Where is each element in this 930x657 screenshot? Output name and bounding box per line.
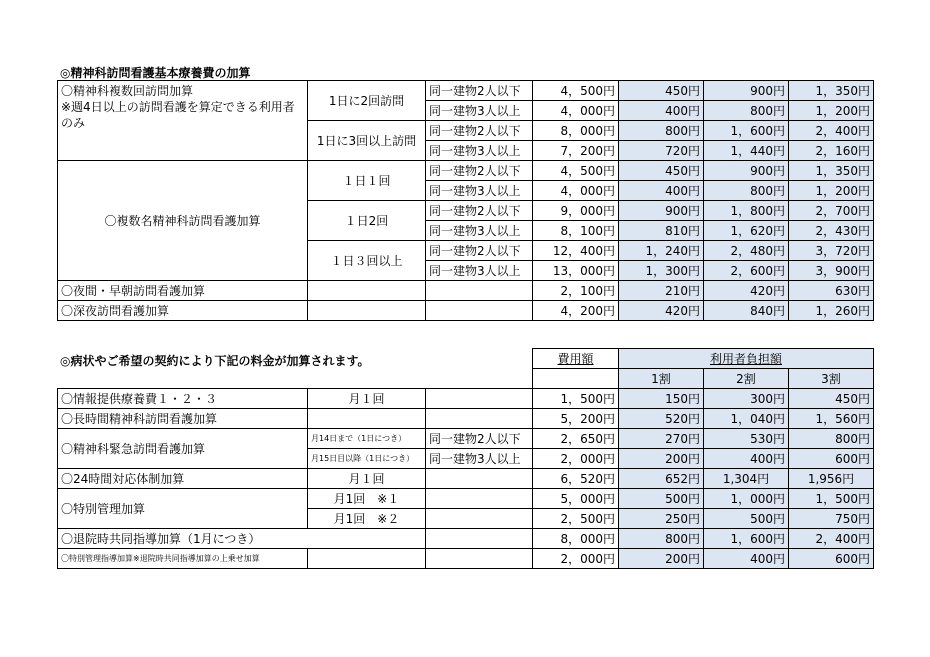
item-multi-staff: 〇複数名精神科訪問看護加算 — [58, 161, 308, 281]
burden-3-cell: 2，430円 — [789, 221, 874, 241]
condition-cell: 同一建物2人以下 — [426, 241, 533, 261]
table-row — [58, 301, 874, 321]
burden-2-cell: 1,304円 — [704, 469, 789, 489]
burden-1-cell: 520円 — [619, 409, 704, 429]
table-psychiatric-additions — [57, 80, 874, 321]
fee-cell: 6，520円 — [533, 469, 619, 489]
burden-3-cell: 1，200円 — [789, 181, 874, 201]
burden-3-cell: 1，350円 — [789, 81, 874, 101]
burden-2-cell: 1，040円 — [704, 409, 789, 429]
condition-cell: 同一建物3人以上 — [426, 141, 533, 161]
empty-cell — [533, 369, 619, 389]
burden-3-cell: 1，260円 — [789, 301, 874, 321]
burden-3-cell: 1，560円 — [789, 409, 874, 429]
empty-cell — [426, 549, 533, 569]
table-row — [58, 429, 874, 449]
item-late-night: 〇深夜訪問看護加算 — [58, 301, 308, 321]
burden-2-cell: 1，600円 — [704, 529, 789, 549]
burden-2-cell: 800円 — [704, 101, 789, 121]
fee-cell: 8，100円 — [533, 221, 619, 241]
burden-2-cell: 900円 — [704, 81, 789, 101]
empty-cell — [308, 549, 426, 569]
burden-1-cell: 450円 — [619, 161, 704, 181]
burden-2-cell: 530円 — [704, 429, 789, 449]
fee-cell: 5，200円 — [533, 409, 619, 429]
table-row — [58, 489, 874, 509]
burden-3-cell: 600円 — [789, 549, 874, 569]
fee-cell: 5，000円 — [533, 489, 619, 509]
burden-2-cell: 1，620円 — [704, 221, 789, 241]
item-special-guidance: 〇特別管理指導加算※退院時共同指導加算の上乗せ加算 — [58, 549, 308, 569]
burden-1-cell: 270円 — [619, 429, 704, 449]
condition-cell: 同一建物2人以下 — [426, 201, 533, 221]
empty-cell — [426, 281, 533, 301]
header-2wari: 2割 — [704, 369, 789, 389]
burden-3-cell: 600円 — [789, 449, 874, 469]
burden-1-cell: 652円 — [619, 469, 704, 489]
empty-cell — [426, 489, 533, 509]
freq-cell: １日１回 — [308, 161, 426, 201]
fee-cell: 9，000円 — [533, 201, 619, 221]
burden-3-cell: 800円 — [789, 429, 874, 449]
burden-1-cell: 150円 — [619, 389, 704, 409]
burden-3-cell: 2，700円 — [789, 201, 874, 221]
fee-cell: 4，500円 — [533, 81, 619, 101]
item-info-provision: 〇情報提供療養費１・２・３ — [58, 389, 308, 409]
burden-3-cell: 2，400円 — [789, 121, 874, 141]
fee-cell: 1，500円 — [533, 389, 619, 409]
fee-cell: 8，000円 — [533, 529, 619, 549]
burden-2-cell: 400円 — [704, 449, 789, 469]
burden-2-cell: 400円 — [704, 549, 789, 569]
burden-3-cell: 1，350円 — [789, 161, 874, 181]
burden-2-cell: 500円 — [704, 509, 789, 529]
empty-cell — [308, 301, 426, 321]
header-burden: 利用者負担額 — [619, 349, 874, 369]
burden-3-cell: 450円 — [789, 389, 874, 409]
burden-3-cell: 630円 — [789, 281, 874, 301]
empty-cell — [426, 301, 533, 321]
burden-1-cell: 420円 — [619, 301, 704, 321]
fee-cell: 4，200円 — [533, 301, 619, 321]
condition-cell: 同一建物3人以上 — [426, 101, 533, 121]
fee-cell: 2，650円 — [533, 429, 619, 449]
empty-cell — [426, 409, 533, 429]
burden-2-cell: 1，440円 — [704, 141, 789, 161]
item-multiple-visits: 〇精神科複数回訪問加算 ※週4日以上の訪問看護を算定できる利用者のみ — [58, 81, 308, 161]
burden-3-cell: 1,956円 — [789, 469, 874, 489]
item-long-visit: 〇長時間精神科訪問看護加算 — [58, 409, 308, 429]
burden-3-cell: 1，500円 — [789, 489, 874, 509]
freq-cell: 1日に3回以上訪問 — [308, 121, 426, 161]
item-special-management: 〇特別管理加算 — [58, 489, 308, 529]
condition-cell: 同一建物3人以上 — [426, 181, 533, 201]
burden-1-cell: 900円 — [619, 201, 704, 221]
condition-cell: 同一建物2人以下 — [426, 429, 533, 449]
table-contract-additions — [57, 348, 874, 569]
burden-2-cell: 800円 — [704, 181, 789, 201]
burden-2-cell: 2，480円 — [704, 241, 789, 261]
empty-cell — [426, 469, 533, 489]
freq-cell: １日2回 — [308, 201, 426, 241]
header-fee: 費用額 — [533, 349, 619, 369]
section1-title: ◎精神科訪問看護基本療養費の加算 — [60, 66, 251, 80]
fee-cell: 2，500円 — [533, 509, 619, 529]
burden-1-cell: 810円 — [619, 221, 704, 241]
table-row — [58, 469, 874, 489]
item-discharge-guidance: 〇退院時共同指導加算（1月につき） — [58, 529, 426, 549]
item-24h-support: 〇24時間対応体制加算 — [58, 469, 308, 489]
freq-cell: 月1回 ※１ — [308, 489, 426, 509]
burden-1-cell: 200円 — [619, 449, 704, 469]
burden-2-cell: 1，800円 — [704, 201, 789, 221]
burden-3-cell: 2，160円 — [789, 141, 874, 161]
table-row — [58, 81, 874, 101]
table-row — [58, 161, 874, 181]
burden-1-cell: 720円 — [619, 141, 704, 161]
freq-cell: １日３回以上 — [308, 241, 426, 281]
burden-1-cell: 250円 — [619, 509, 704, 529]
burden-1-cell: 400円 — [619, 101, 704, 121]
freq-cell: 月１回 — [308, 469, 426, 489]
fee-cell: 4，500円 — [533, 161, 619, 181]
condition-cell: 同一建物3人以上 — [426, 261, 533, 281]
freq-cell: 月1回 ※２ — [308, 509, 426, 529]
fee-cell: 12，400円 — [533, 241, 619, 261]
burden-1-cell: 500円 — [619, 489, 704, 509]
fee-cell: 2，000円 — [533, 549, 619, 569]
fee-cell: 7，200円 — [533, 141, 619, 161]
table-row — [58, 409, 874, 429]
burden-2-cell: 300円 — [704, 389, 789, 409]
freq-cell: 月14日まで（1日につき） — [308, 429, 426, 449]
burden-3-cell: 2，400円 — [789, 529, 874, 549]
empty-cell — [426, 509, 533, 529]
burden-2-cell: 420円 — [704, 281, 789, 301]
burden-1-cell: 210円 — [619, 281, 704, 301]
burden-2-cell: 1，600円 — [704, 121, 789, 141]
burden-1-cell: 800円 — [619, 529, 704, 549]
fee-cell: 2，100円 — [533, 281, 619, 301]
burden-1-cell: 450円 — [619, 81, 704, 101]
burden-2-cell: 1，000円 — [704, 489, 789, 509]
empty-cell — [308, 281, 426, 301]
fee-cell: 2，000円 — [533, 449, 619, 469]
freq-cell: 月１回 — [308, 389, 426, 409]
header-1wari: 1割 — [619, 369, 704, 389]
item-night-early: 〇夜間・早朝訪問看護加算 — [58, 281, 308, 301]
burden-1-cell: 800円 — [619, 121, 704, 141]
burden-3-cell: 750円 — [789, 509, 874, 529]
empty-cell — [308, 409, 426, 429]
burden-1-cell: 1，240円 — [619, 241, 704, 261]
fee-cell: 4，000円 — [533, 181, 619, 201]
item-emergency-visit: 〇精神科緊急訪問看護加算 — [58, 429, 308, 469]
condition-cell: 同一建物2人以下 — [426, 121, 533, 141]
table-header-row — [58, 369, 874, 389]
header-3wari: 3割 — [789, 369, 874, 389]
table-header-row — [58, 349, 874, 369]
table-row — [58, 389, 874, 409]
fee-cell: 8，000円 — [533, 121, 619, 141]
condition-cell: 同一建物3人以上 — [426, 449, 533, 469]
freq-cell: 月15日目以降（1日につき） — [308, 449, 426, 469]
condition-cell: 同一建物2人以下 — [426, 161, 533, 181]
burden-1-cell: 1，300円 — [619, 261, 704, 281]
burden-3-cell: 3，900円 — [789, 261, 874, 281]
fee-cell: 4，000円 — [533, 101, 619, 121]
section2-title: ◎病状やご希望の契約により下記の料金が加算されます。 — [60, 354, 370, 368]
burden-1-cell: 400円 — [619, 181, 704, 201]
burden-3-cell: 1，200円 — [789, 101, 874, 121]
empty-cell — [426, 529, 533, 549]
condition-cell: 同一建物2人以下 — [426, 81, 533, 101]
freq-cell: 1日に2回訪問 — [308, 81, 426, 121]
table-row — [58, 281, 874, 301]
condition-cell: 同一建物3人以上 — [426, 221, 533, 241]
table-row — [58, 549, 874, 569]
fee-cell: 13，000円 — [533, 261, 619, 281]
burden-2-cell: 900円 — [704, 161, 789, 181]
empty-cell — [426, 389, 533, 409]
burden-1-cell: 200円 — [619, 549, 704, 569]
burden-2-cell: 2，600円 — [704, 261, 789, 281]
table-row — [58, 529, 874, 549]
burden-2-cell: 840円 — [704, 301, 789, 321]
burden-3-cell: 3，720円 — [789, 241, 874, 261]
